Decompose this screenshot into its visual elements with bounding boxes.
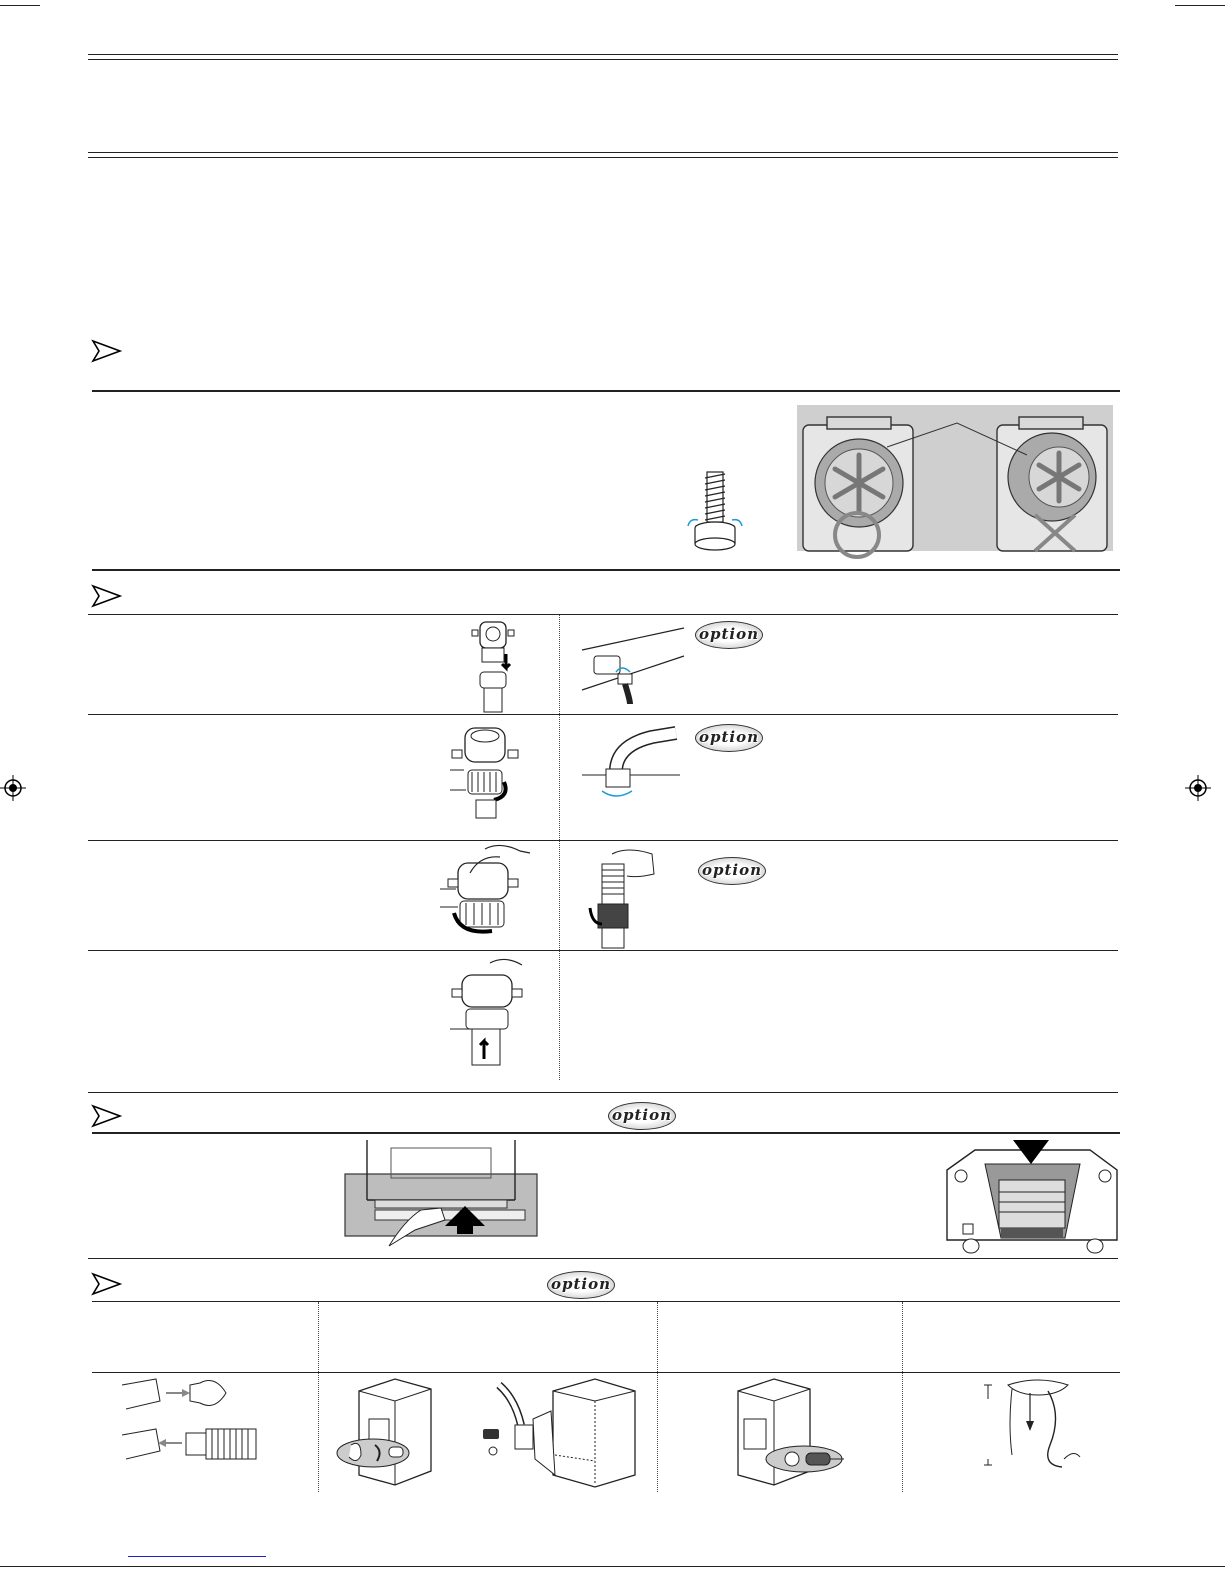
section-arrow-icon: [92, 340, 122, 362]
section-rule: [92, 1301, 1120, 1302]
header-rule-bottom: [88, 152, 1118, 158]
row-rule: [88, 714, 1118, 715]
hose-elbow-illustration: [582, 725, 682, 805]
column-divider: [318, 1302, 320, 1492]
footer-link-underline: [128, 1556, 266, 1557]
washer-base-top-illustration: [945, 1140, 1120, 1255]
column-divider: [902, 1302, 904, 1492]
registration-mark-right: [1185, 775, 1211, 801]
washer-drain-left-illustration: [335, 1375, 435, 1487]
row-rule: [92, 1372, 1120, 1373]
header-rule-top: [88, 54, 1118, 60]
page-bottom-rule: [0, 1566, 1225, 1567]
option-badge: option: [695, 621, 763, 649]
inlet-valve-illustration: [582, 620, 687, 705]
section-rule: [92, 1132, 1120, 1134]
column-divider: [559, 615, 561, 1080]
option-badge: option: [547, 1271, 615, 1299]
crop-mark-top-left: [0, 5, 40, 6]
tub-level-comparison: [797, 405, 1113, 551]
section-rule: [92, 569, 1120, 571]
row-rule: [88, 950, 1118, 951]
drain-height-illustration: [982, 1375, 1092, 1475]
tap-connector-illustration-2: [450, 720, 525, 825]
section-arrow-icon: [92, 585, 122, 607]
section-rule: [92, 390, 1120, 392]
section-arrow-icon: [92, 1273, 122, 1295]
base-stand-illustration: [345, 1140, 540, 1252]
section-rule: [88, 614, 1118, 615]
column-divider: [657, 1302, 659, 1492]
drain-hose-cap-illustration: [120, 1375, 270, 1475]
registration-mark-left: [0, 775, 26, 801]
option-badge: option: [698, 857, 766, 885]
leveling-foot-illustration: [680, 470, 750, 555]
section-arrow-icon: [92, 1105, 122, 1127]
section-rule: [88, 1092, 1118, 1093]
option-badge: option: [695, 724, 763, 752]
section-rule: [88, 1258, 1118, 1259]
tap-connector-illustration-4: [450, 955, 530, 1067]
tap-connector-illustration-1: [470, 618, 520, 714]
washer-drain-hose-install-illustration: [475, 1375, 645, 1487]
tap-connector-illustration-3: [440, 843, 535, 943]
row-rule: [88, 840, 1118, 841]
hose-connect-illustration: [582, 844, 662, 949]
option-badge: option: [608, 1102, 676, 1130]
crop-mark-top-right: [1175, 5, 1225, 6]
washer-drain-right-illustration: [730, 1375, 845, 1487]
